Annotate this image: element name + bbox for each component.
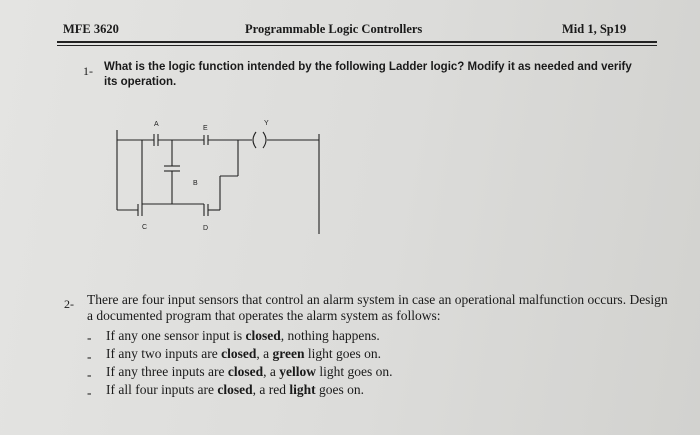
list-bullet: - xyxy=(87,385,92,400)
contact-a xyxy=(154,134,158,146)
question-1-number: 1- xyxy=(83,64,93,78)
label-a: A xyxy=(154,121,159,128)
header-rule-top xyxy=(57,41,657,43)
list-item: If any three inputs are closed, a yellow light goes on. xyxy=(106,364,393,379)
list-bullet: - xyxy=(87,367,92,382)
contact-d xyxy=(204,204,208,216)
contact-e xyxy=(204,135,208,145)
list-item: If any one sensor input is closed, nothing happens. xyxy=(106,328,380,343)
list-item: If any two inputs are closed, a green light goes on. xyxy=(106,346,381,361)
list-bullet: - xyxy=(87,349,92,364)
label-y: Y xyxy=(264,120,269,127)
course-title: Programmable Logic Controllers xyxy=(245,22,423,36)
ladder-diagram xyxy=(100,112,325,237)
header-rule-bottom xyxy=(57,45,657,46)
label-b: B xyxy=(193,180,198,187)
question-2-number: 2- xyxy=(64,297,74,311)
question-2-text: There are four input sensors that control an alarm system in case an operational malfunction occurs. Design a documented program that operates the alarm system as follows: xyxy=(87,292,668,323)
contact-b xyxy=(164,166,180,171)
label-e: E xyxy=(203,125,208,132)
exam-label: Mid 1, Sp19 xyxy=(562,22,627,36)
question-1-text: What is the logic function intended by the following Ladder logic? Modify it as needed and verify its operation. xyxy=(104,61,632,88)
list-item: If all four inputs are closed, a red light goes on. xyxy=(106,382,364,397)
coil-y xyxy=(253,132,266,148)
course-code: MFE 3620 xyxy=(63,22,119,36)
label-c: C xyxy=(142,224,148,231)
contact-c xyxy=(138,204,142,216)
list-bullet: - xyxy=(87,330,92,345)
label-d: D xyxy=(203,225,209,232)
